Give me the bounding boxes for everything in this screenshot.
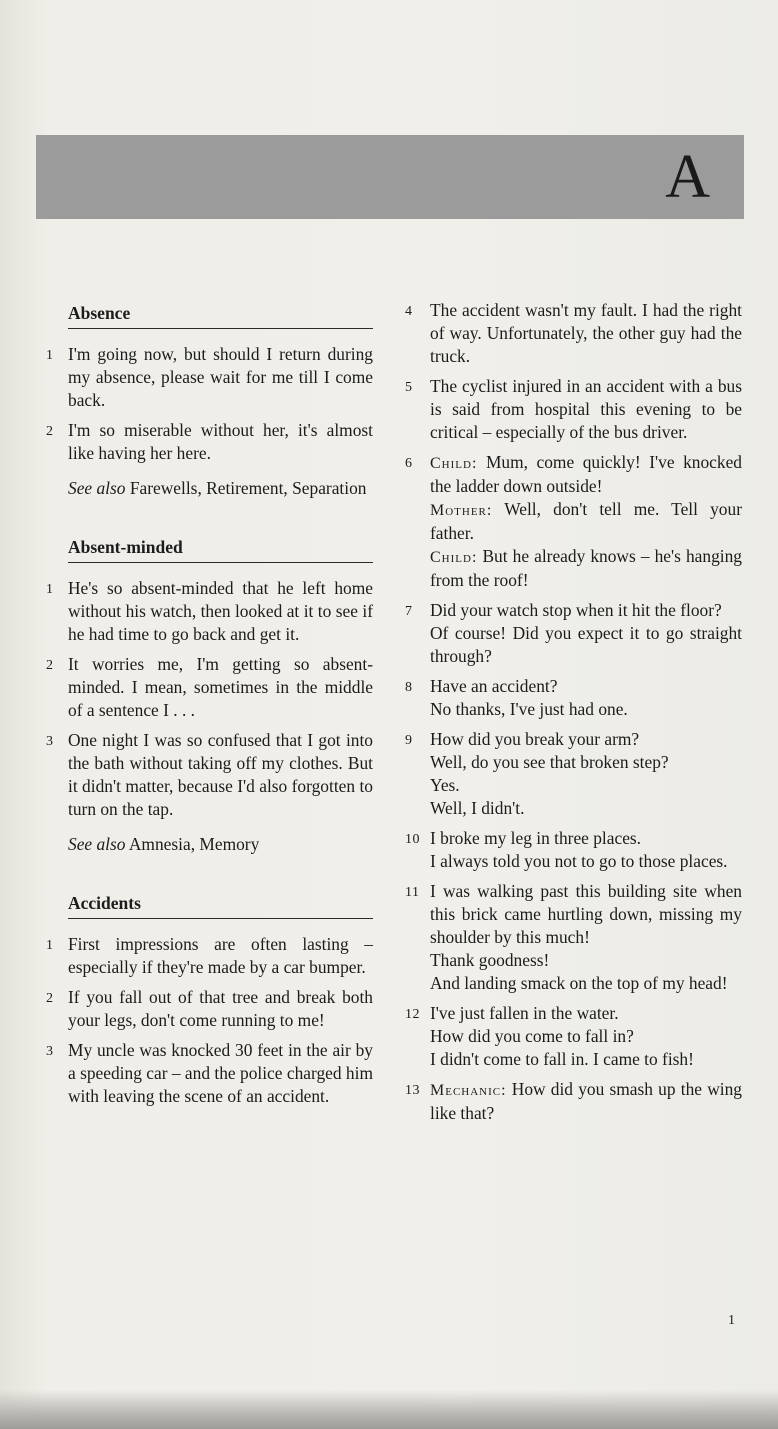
dialogue-line [430,1078,742,1125]
dialogue-line: No thanks, I've just had one. [430,699,628,719]
dialogue-line [430,498,742,545]
dialogue-line: Of course! Did you expect it to go straight through? [430,623,742,666]
dialogue-line: I've just fallen in the water. [430,1003,619,1023]
right-column [405,299,742,1132]
dialogue-line: And landing smack on the top of my head! [430,973,728,993]
item-number: 3 [46,734,54,749]
list-item [405,728,742,820]
dialogue-line: Thank goodness! [430,950,550,970]
see-also-links: Farewells, Retirement, Separation [129,478,367,498]
item-number: 3 [46,1044,54,1059]
item-number: 11 [405,885,420,900]
page-edge-shadow [0,1390,778,1429]
banner-letter: A [665,143,710,211]
item-number: 1 [46,582,54,597]
item-text: He's so absent-minded that he left home without his watch, then looked at it to see if he had time to go back and get it. [68,578,373,644]
dialogue-line: How did you break your arm? [430,729,640,749]
item-text: First impressions are often lasting – especially if they're made by a car bumper. [68,934,373,977]
speaker-label: Mechanic: [430,1082,507,1099]
dialogue-line [430,451,742,498]
item-text: I'm so miserable without her, it's almost like having her here. [68,420,373,463]
item-text: The cyclist injured in an accident with a bus is said from hospital this evening to be critical – especially of the bus driver. [430,376,742,442]
speaker-label: Child: [430,455,478,472]
item-number: 2 [46,991,54,1006]
list-item [405,827,742,873]
item-text: If you fall out of that tree and break both your legs, don't come running to me! [68,987,373,1030]
list-item [46,343,373,412]
see-also-label: See also [68,834,126,854]
dialogue-line: Well, I didn't. [430,798,525,818]
dialogue-line: How did you come to fall in? [430,1026,634,1046]
item-number: 6 [405,456,413,471]
section-heading-absent-minded: Absent-minded [68,536,373,563]
section-heading-absence: Absence [68,302,373,329]
list-item [405,1002,742,1071]
dialogue-line: I always told you not to go to those places. [430,851,728,871]
see-also-label: See also [68,478,126,498]
dialogue-line: Yes. [430,775,460,795]
item-text: The accident wasn't my fault. I had the right of way. Unfortunately, the other guy had the truck. [430,300,742,366]
item-number: 2 [46,424,54,439]
dialogue-line [430,545,742,592]
item-number: 12 [405,1007,420,1022]
list-item [46,933,373,979]
list-item [405,1078,742,1125]
dialogue-line: I didn't come to fall in. I came to fish! [430,1049,694,1069]
list-item [46,1039,373,1108]
list-item [405,880,742,995]
list-item [405,599,742,668]
list-item [46,986,373,1032]
see-also-links: Amnesia, Memory [128,834,260,854]
list-item [46,653,373,722]
dialogue-text: Well, don't tell me. Tell your father. [430,499,742,543]
page-number: 1 [728,1313,735,1328]
see-also-absent-minded [68,833,373,856]
item-text: It worries me, I'm getting so absent-minded. I mean, sometimes in the middle of a sentence I . . . [68,654,373,720]
list-item [46,577,373,646]
dialogue-text: Mum, come quickly! I've knocked the ladder down outside! [430,452,742,496]
item-number: 5 [405,380,413,395]
list-item [46,729,373,821]
speaker-label: Child: [430,549,478,566]
see-also-absence [68,477,373,500]
letter-banner [36,135,744,219]
dialogue-text: But he already knows – he's hanging from the roof! [430,546,742,590]
item-number: 10 [405,832,420,847]
list-item [405,299,742,368]
list-item [405,375,742,444]
dialogue-line: Have an accident? [430,676,558,696]
dialogue-line: Did your watch stop when it hit the floor? [430,600,722,620]
item-number: 13 [405,1083,420,1098]
dialogue-line: I broke my leg in three places. [430,828,642,848]
item-number: 1 [46,938,54,953]
item-number: 7 [405,604,413,619]
left-column [46,302,373,1115]
item-text: My uncle was knocked 30 feet in the air by a speeding car – and the police charged him with leaving the scene of an accident. [68,1040,373,1106]
dialogue-text: How did you smash up the wing like that? [430,1079,742,1123]
item-number: 1 [46,348,54,363]
item-number: 8 [405,680,413,695]
list-item [405,451,742,592]
section-heading-accidents: Accidents [68,892,373,919]
dialogue-line: Well, do you see that broken step? [430,752,669,772]
item-number: 4 [405,304,413,319]
dialogue-line: I was walking past this building site when this brick came hurtling down, missing my shoulder by this much! [430,881,742,947]
item-number: 9 [405,733,413,748]
list-item [405,675,742,721]
speaker-label: Mother: [430,502,493,519]
item-number: 2 [46,658,54,673]
list-item [46,419,373,465]
item-text: One night I was so confused that I got into the bath without taking off my clothes. But it didn't matter, because I'd also forgotten to turn on the tap. [68,730,373,819]
item-text: I'm going now, but should I return during my absence, please wait for me till I come back. [68,344,373,410]
